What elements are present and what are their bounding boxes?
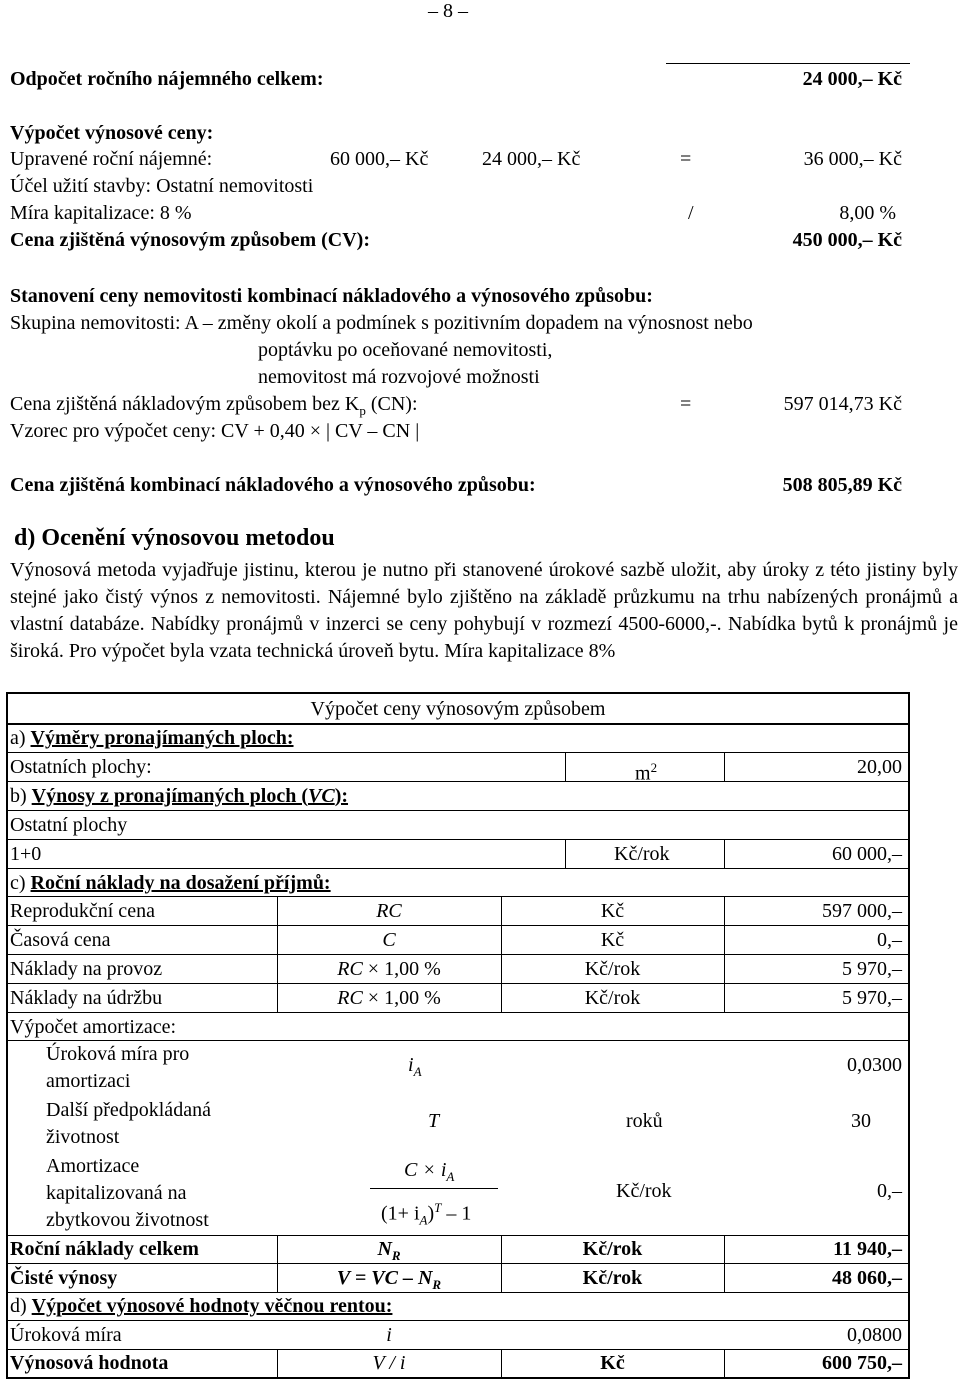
table-row — [6, 897, 910, 926]
rocni-symbol: $N_R$ — [377, 1238, 401, 1263]
section-b-heading: Výnosy z pronajímaných ploch (VC): — [31, 785, 349, 807]
upravene-eq: = — [680, 148, 692, 170]
section-d-heading: d) Ocenění výnosovou metodou — [14, 525, 335, 551]
vynosova-symbol: V / i — [372, 1352, 406, 1374]
table-row — [6, 840, 910, 869]
urokova2-label: Úroková míra — [10, 1324, 122, 1346]
vzorec: Vzorec pro výpočet ceny: CV + 0,40 × | CV – CN | — [10, 420, 420, 442]
section-c-heading: Roční náklady na dosažení příjmů: — [30, 872, 331, 894]
ciste-value: 48 060,– — [832, 1267, 902, 1289]
mira-op: / — [688, 202, 694, 224]
row-unit: Kč — [600, 929, 625, 951]
urokova2-symbol: i — [386, 1324, 392, 1346]
one-plus-label: 1+0 — [10, 843, 42, 865]
mira-kapitalizace-value: 8,00 % — [839, 202, 896, 224]
ciste-unit: Kč/rok — [582, 1267, 643, 1289]
row-symbol: RC × 1,00 % — [337, 958, 441, 980]
section-d-paragraph: Výnosová metoda vyjadřuje jistinu, kterou je nutno při stanovené úrokové sazbě uložit, aby úroky z této jistiny byly stejné jako čistý výnos z nemovitosti. Nájemné bylo zjištěno na základě průzkumu na trhu nabízených pronájmů a vlastní databáze. Nabídky pronájmů v inzerci se ceny pohybují v rozmezí 4500-6000,-. Nabídka bytů k pronájmů je široká. Pro výpočet byla vzata technická úroveň bytu. Míra kapitalizace 8% — [10, 559, 958, 662]
table-row — [6, 753, 910, 785]
table-title: Výpočet ceny výnosovým způsobem — [310, 698, 606, 720]
one-plus-unit: Kč/rok — [614, 843, 670, 865]
row-unit: Kč/rok — [584, 987, 641, 1009]
ostatnich-unit: $m^2$ — [635, 760, 658, 785]
dalsi-label: Další předpokládaná životnost — [46, 1099, 211, 1148]
amortizace-label: Amortizace kapitalizovaná na zbytkovou životnost — [46, 1155, 209, 1231]
table-row — [6, 1264, 910, 1293]
vynosova-heading: Výpočet výnosové ceny: — [10, 122, 214, 144]
table-row — [6, 811, 910, 840]
section-a-heading: Výměry pronajímaných ploch: — [30, 727, 294, 749]
amortizace-numerator: $C \times i_A$ — [404, 1159, 455, 1184]
amort-heading: Výpočet amortizace: — [10, 1016, 177, 1038]
amortizace-denominator: $(1+ i_A)^T - 1$ — [381, 1200, 472, 1228]
ostatnich-label: Ostatních plochy: — [10, 756, 152, 778]
row-symbol: C — [382, 929, 396, 951]
table-row — [6, 984, 910, 1013]
amortizace-value: 0,– — [877, 1180, 902, 1202]
skupina-line3: nemovitost má rozvojové možnosti — [258, 366, 540, 388]
vynosova-unit: Kč — [600, 1352, 625, 1374]
row-value: 5 970,– — [842, 987, 902, 1009]
upravene-result: 36 000,– Kč — [803, 148, 902, 170]
table-row — [6, 955, 910, 984]
amortizace-unit: Kč/rok — [616, 1180, 672, 1202]
ciste-label: Čisté výnosy — [10, 1267, 118, 1289]
ciste-symbol: V = VC – $N_R$ — [336, 1267, 442, 1292]
row-value: 597 000,– — [822, 900, 902, 922]
table-row: c) Roční náklady na dosažení příjmů: — [10, 872, 331, 894]
table-row: b) Výnosy z pronajímaných ploch (VC): — [10, 785, 349, 807]
ostatnich-value: 20,00 — [857, 756, 902, 778]
kombinace-result-value: 508 805,89 Kč — [782, 474, 902, 496]
kombinace-heading: Stanovení ceny nemovitosti kombinací nákladového a výnosového způsobu: — [10, 285, 653, 307]
row-label: Reprodukční cena — [10, 900, 155, 922]
fraction-bar — [370, 1188, 498, 1189]
vynosova-label: Výnosová hodnota — [10, 1352, 169, 1374]
upravene-b: 24 000,– Kč — [482, 148, 581, 170]
table-row — [6, 926, 910, 955]
urokova-symbol: $i_A$ — [408, 1054, 422, 1079]
cn-label: Cena zjištěná nákladovým způsobem bez $K_p$ (CN): — [10, 393, 418, 418]
odpocet-value: 24 000,– Kč — [802, 68, 902, 90]
table-row — [6, 1013, 910, 1042]
section-d-table-heading: Výpočet výnosové hodnoty věčnou rentou: — [31, 1295, 393, 1317]
row-value: 5 970,– — [842, 958, 902, 980]
cv-value: 450 000,– Kč — [792, 229, 902, 251]
cv-label: Cena zjištěná výnosovým způsobem (CV): — [10, 229, 370, 251]
rocni-label: Roční náklady celkem — [10, 1238, 199, 1260]
cn-value: 597 014,73 Kč — [783, 393, 902, 415]
skupina-line1: Skupina nemovitosti: A – změny okolí a podmínek s pozitivním dopadem na výnosnost nebo — [10, 312, 753, 334]
odpocet-label: Odpočet ročního nájemného celkem: — [10, 68, 324, 90]
urokova2-value: 0,0800 — [847, 1324, 902, 1346]
dalsi-symbol: T — [428, 1110, 440, 1132]
upravene-label: Upravené roční nájemné: — [10, 148, 213, 170]
cn-eq: = — [680, 393, 692, 415]
urokova-label: Úroková míra pro amortizaci — [46, 1043, 190, 1092]
rocni-unit: Kč/rok — [582, 1238, 643, 1260]
row-unit: Kč — [600, 900, 625, 922]
vynosova-value: 600 750,– — [822, 1352, 902, 1374]
row-value: 0,– — [877, 929, 902, 951]
urokova-value: 0,0300 — [847, 1054, 902, 1076]
ucel-uziti: Účel užití stavby: Ostatní nemovitosti — [10, 175, 314, 197]
skupina-line2: poptávku po oceňované nemovitosti, — [258, 339, 553, 361]
mira-kapitalizace-label: Míra kapitalizace: 8 % — [10, 202, 192, 224]
row-symbol: RC — [376, 900, 402, 922]
rocni-value: 11 940,– — [833, 1238, 902, 1260]
page-number: – 8 – — [428, 0, 468, 22]
row-label: Časová cena — [10, 929, 111, 951]
row-label: Náklady na provoz — [10, 958, 163, 980]
table-row: a) Výměry pronajímaných ploch: — [10, 727, 294, 749]
table-row: d) Výpočet výnosové hodnoty věčnou rentou: — [10, 1295, 393, 1317]
table-row — [6, 1349, 910, 1378]
row-symbol: RC × 1,00 % — [337, 987, 441, 1009]
ostatni-plochy: Ostatní plochy — [10, 814, 128, 836]
one-plus-value: 60 000,– — [832, 843, 902, 865]
kombinace-result-label: Cena zjištěná kombinací nákladového a výnosového způsobu: — [10, 474, 536, 496]
table-row — [6, 1321, 910, 1350]
dalsi-unit: roků — [626, 1110, 663, 1132]
upravene-a: 60 000,– Kč — [330, 148, 429, 170]
row-label: Náklady na údržbu — [10, 987, 163, 1009]
row-unit: Kč/rok — [584, 958, 641, 980]
table-row — [6, 1235, 910, 1264]
dalsi-value: 30 — [851, 1110, 871, 1132]
